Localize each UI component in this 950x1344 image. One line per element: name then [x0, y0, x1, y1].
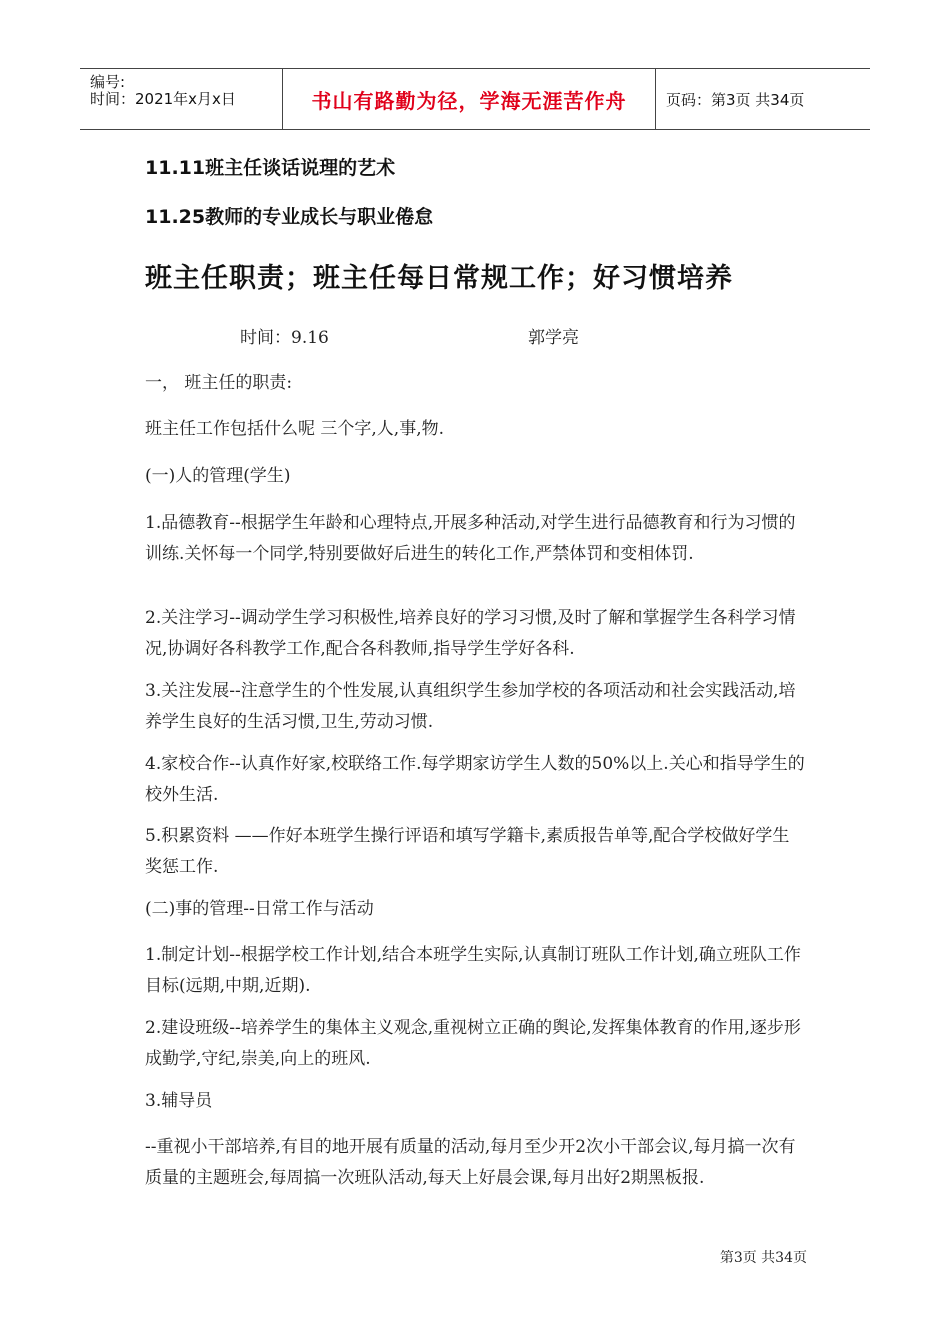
- page-footer: 第3页 共34页: [719, 1250, 807, 1266]
- subtitle-2: 11.25教师的专业成长与职业倦怠: [145, 206, 434, 228]
- paragraph: 4.家校合作--认真作好家,校联络工作.每学期家访学生人数的50%以上.关心和指导学生的校外生活.: [145, 754, 805, 805]
- paragraph: 一， 班主任的职责:: [145, 373, 293, 393]
- paragraph: 2.建设班级--培养学生的集体主义观念,重视树立正确的舆论,发挥集体教育的作用,逐步形成勤学,守纪,崇美,向上的班风.: [145, 1018, 801, 1069]
- paragraph: 1.制定计划--根据学校工作计划,结合本班学生实际,认真制订班队工作计划,确立班队工作目标(远期,中期,近期).: [145, 945, 801, 996]
- paragraph: (二)事的管理--日常工作与活动: [145, 899, 374, 919]
- meta-time: 时间：9.16: [240, 328, 329, 348]
- paragraph: 5.积累资料 ——作好本班学生操行评语和填写学籍卡,素质报告单等,配合学校做好学生奖惩工作.: [145, 826, 790, 877]
- header-motto: 书山有路勤为径，学海无涯苦作舟: [283, 69, 656, 129]
- header-info-cell: [80, 69, 283, 129]
- time-label: 时间：2021年x月x日: [90, 90, 236, 108]
- page-header: [80, 68, 870, 130]
- paragraph: 1.品德教育--根据学生年龄和心理特点,开展多种活动,对学生进行品德教育和行为习惯的训练.关怀每一个同学,特别要做好后进生的转化工作,严禁体罚和变相体罚.: [145, 513, 796, 564]
- page-title: 班主任职责；班主任每日常规工作；好习惯培养: [145, 263, 733, 294]
- subtitle-1: 11.11班主任谈话说理的艺术: [145, 157, 396, 179]
- paragraph: 班主任工作包括什么呢 三个字,人,事,物.: [145, 419, 445, 439]
- meta-author: 郭学亮: [528, 328, 579, 348]
- header-page-label: 页码：第3页 共34页: [666, 90, 805, 109]
- number-label: 编号:: [90, 73, 126, 91]
- paragraph: --重视小干部培养,有目的地开展有质量的活动,每月至少开2次小干部会议,每月搞一次有质量的主题班会,每周搞一次班队活动,每天上好晨会课,每月出好2期黑板报.: [145, 1137, 796, 1188]
- paragraph: 3.关注发展--注意学生的个性发展,认真组织学生参加学校的各项活动和社会实践活动,培养学生良好的生活习惯,卫生,劳动习惯.: [145, 681, 796, 732]
- paragraph: 2.关注学习--调动学生学习积极性,培养良好的学习习惯,及时了解和掌握学生各科学习情况,协调好各科教学工作,配合各科教师,指导学生学好各科.: [145, 608, 796, 659]
- paragraph: (一)人的管理(学生): [145, 466, 291, 486]
- paragraph: 3.辅导员: [145, 1091, 213, 1111]
